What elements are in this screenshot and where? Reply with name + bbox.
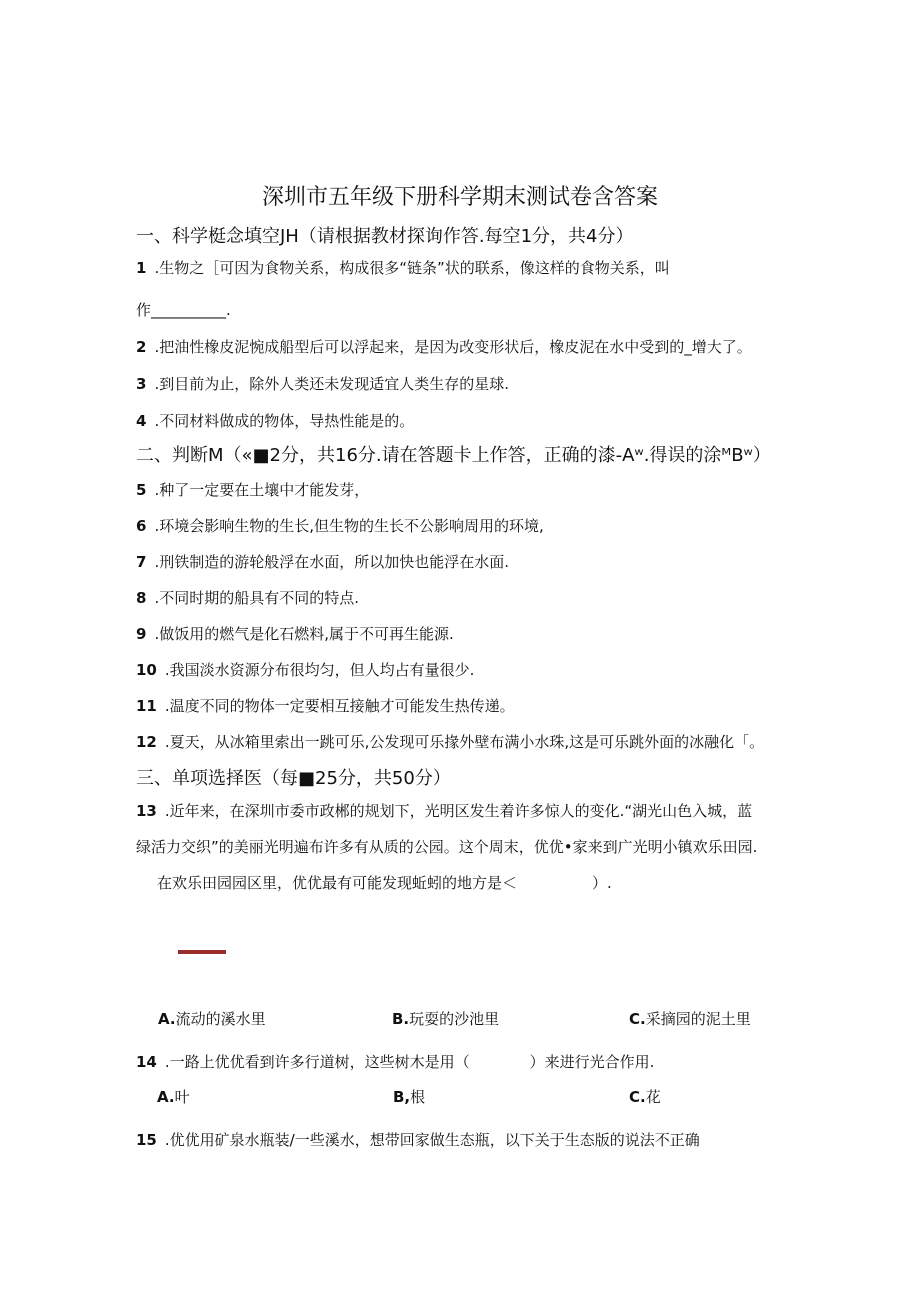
question-2: [136, 336, 752, 357]
question-3: [136, 373, 509, 394]
question-13-line-2: 绿活力交织”的美丽光明遍布许多有从质的公园。这个周末，优优•家来到广光明小镇欢乐田园.: [136, 838, 758, 856]
option-text: 流动的溪水里: [175, 1010, 266, 1028]
question-number: 5: [136, 481, 147, 499]
question-13-line-3: 在欢乐田园园区里，优优最有可能发现蚯蚓的地方是＜ ）.: [157, 874, 612, 892]
question-number: 3: [136, 375, 147, 393]
question-number: 9: [136, 625, 147, 643]
option-label: B.: [392, 1010, 410, 1028]
option-label: A.: [157, 1088, 175, 1106]
option-text: 叶: [174, 1088, 190, 1106]
question-12: [136, 731, 764, 752]
question-text: .种了一定要在土壤中才能发芽，: [154, 481, 370, 499]
page-title: 深圳市五年级下册科学期末测试卷含答案: [261, 185, 658, 210]
question-text: .夏天，从冰箱里索出一跳可乐,公发现可乐掾外壁布满小水珠,这是可乐跳外面的冰融化「。: [164, 733, 765, 751]
option-text: 花: [645, 1088, 661, 1106]
question-1: [136, 257, 670, 278]
question-1-continued: 作__________.: [136, 301, 231, 319]
question-7: [136, 551, 509, 572]
section-heading-2: 二、判断M（«■2分，共16分.请在答题卡上作答，正确的漆-Aʷ.得误的涂ᴹBʷ）: [136, 445, 771, 466]
question-text: .生物之［可因为食物关系，构成很多“链条”状的联系，像这样的食物关系，叫: [154, 259, 670, 277]
option-label: B,: [393, 1088, 411, 1106]
q13-option-a[interactable]: [158, 1008, 266, 1029]
question-number: 15: [136, 1131, 157, 1149]
section-heading-3: 三、单项选择医（每■25分，共50分）: [136, 768, 451, 789]
question-number: 2: [136, 338, 147, 356]
option-label: C.: [629, 1088, 646, 1106]
question-6: [136, 515, 544, 536]
red-mark: [178, 950, 226, 954]
question-5: [136, 479, 369, 500]
question-number: 12: [136, 733, 157, 751]
question-text: .我国淡水资源分布很均匀，但人均占有量很少.: [164, 661, 475, 679]
question-10: [136, 659, 474, 680]
q13-option-c[interactable]: [629, 1008, 751, 1029]
question-number: 10: [136, 661, 157, 679]
question-9: [136, 623, 454, 644]
option-label: A.: [158, 1010, 176, 1028]
option-text: 采摘园的泥土里: [645, 1010, 751, 1028]
question-text: .到目前为止，除外人类还未发现适宜人类生存的星球.: [154, 375, 509, 393]
question-13: [136, 800, 752, 821]
question-11: [136, 695, 515, 716]
q14-option-c[interactable]: [629, 1086, 661, 1107]
question-number: 13: [136, 802, 157, 820]
question-number: 7: [136, 553, 147, 571]
question-14: [136, 1051, 654, 1072]
question-text: .不同材料做成的物体，导热性能是的。: [154, 412, 415, 430]
question-text: .刑铁制造的游轮般浮在水面，所以加快也能浮在水面.: [154, 553, 509, 571]
question-15: [136, 1129, 700, 1150]
section-heading-1: 一、科学梃念填空JH（请根据教材探询作答.每空1分，共4分）: [136, 226, 634, 247]
question-number: 11: [136, 697, 157, 715]
q14-option-b[interactable]: [393, 1086, 425, 1107]
option-label: C.: [629, 1010, 646, 1028]
question-text: .不同时期的船具有不同的特点.: [154, 589, 359, 607]
question-text: .环境会影响生物的生长,但生物的生长不公影响周用的环境,: [154, 517, 544, 535]
option-text: 根: [410, 1088, 426, 1106]
question-text: .温度不同的物体一定要相互接触才可能发生热传递。: [164, 697, 515, 715]
question-8: [136, 587, 359, 608]
question-text: .做饭用的燃气是化石燃料,属于不可再生能源.: [154, 625, 454, 643]
question-number: 8: [136, 589, 147, 607]
question-text: .一路上优优看到许多行道树，这些树木是用（ ）来进行光合作用.: [164, 1053, 655, 1071]
question-text: .近年来，在深圳市委市政郴的规划下，光明区发生着许多惊人的变化.“湖光山色入城，蓝: [164, 802, 753, 820]
question-text: .优优用矿泉水瓶装/一些溪水，想带回家做生态瓶，以下关于生态版的说法不正确: [164, 1131, 700, 1149]
question-4: [136, 410, 414, 431]
question-number: 14: [136, 1053, 157, 1071]
question-number: 1: [136, 259, 147, 277]
question-number: 4: [136, 412, 147, 430]
option-text: 玩耍的沙池里: [409, 1010, 500, 1028]
q14-option-a[interactable]: [157, 1086, 190, 1107]
question-number: 6: [136, 517, 147, 535]
q13-option-b[interactable]: [392, 1008, 499, 1029]
question-text: .把油性橡皮泥惋成船型后可以浮起来，是因为改变形状后，橡皮泥在水中受到的_增大了。: [154, 338, 752, 356]
